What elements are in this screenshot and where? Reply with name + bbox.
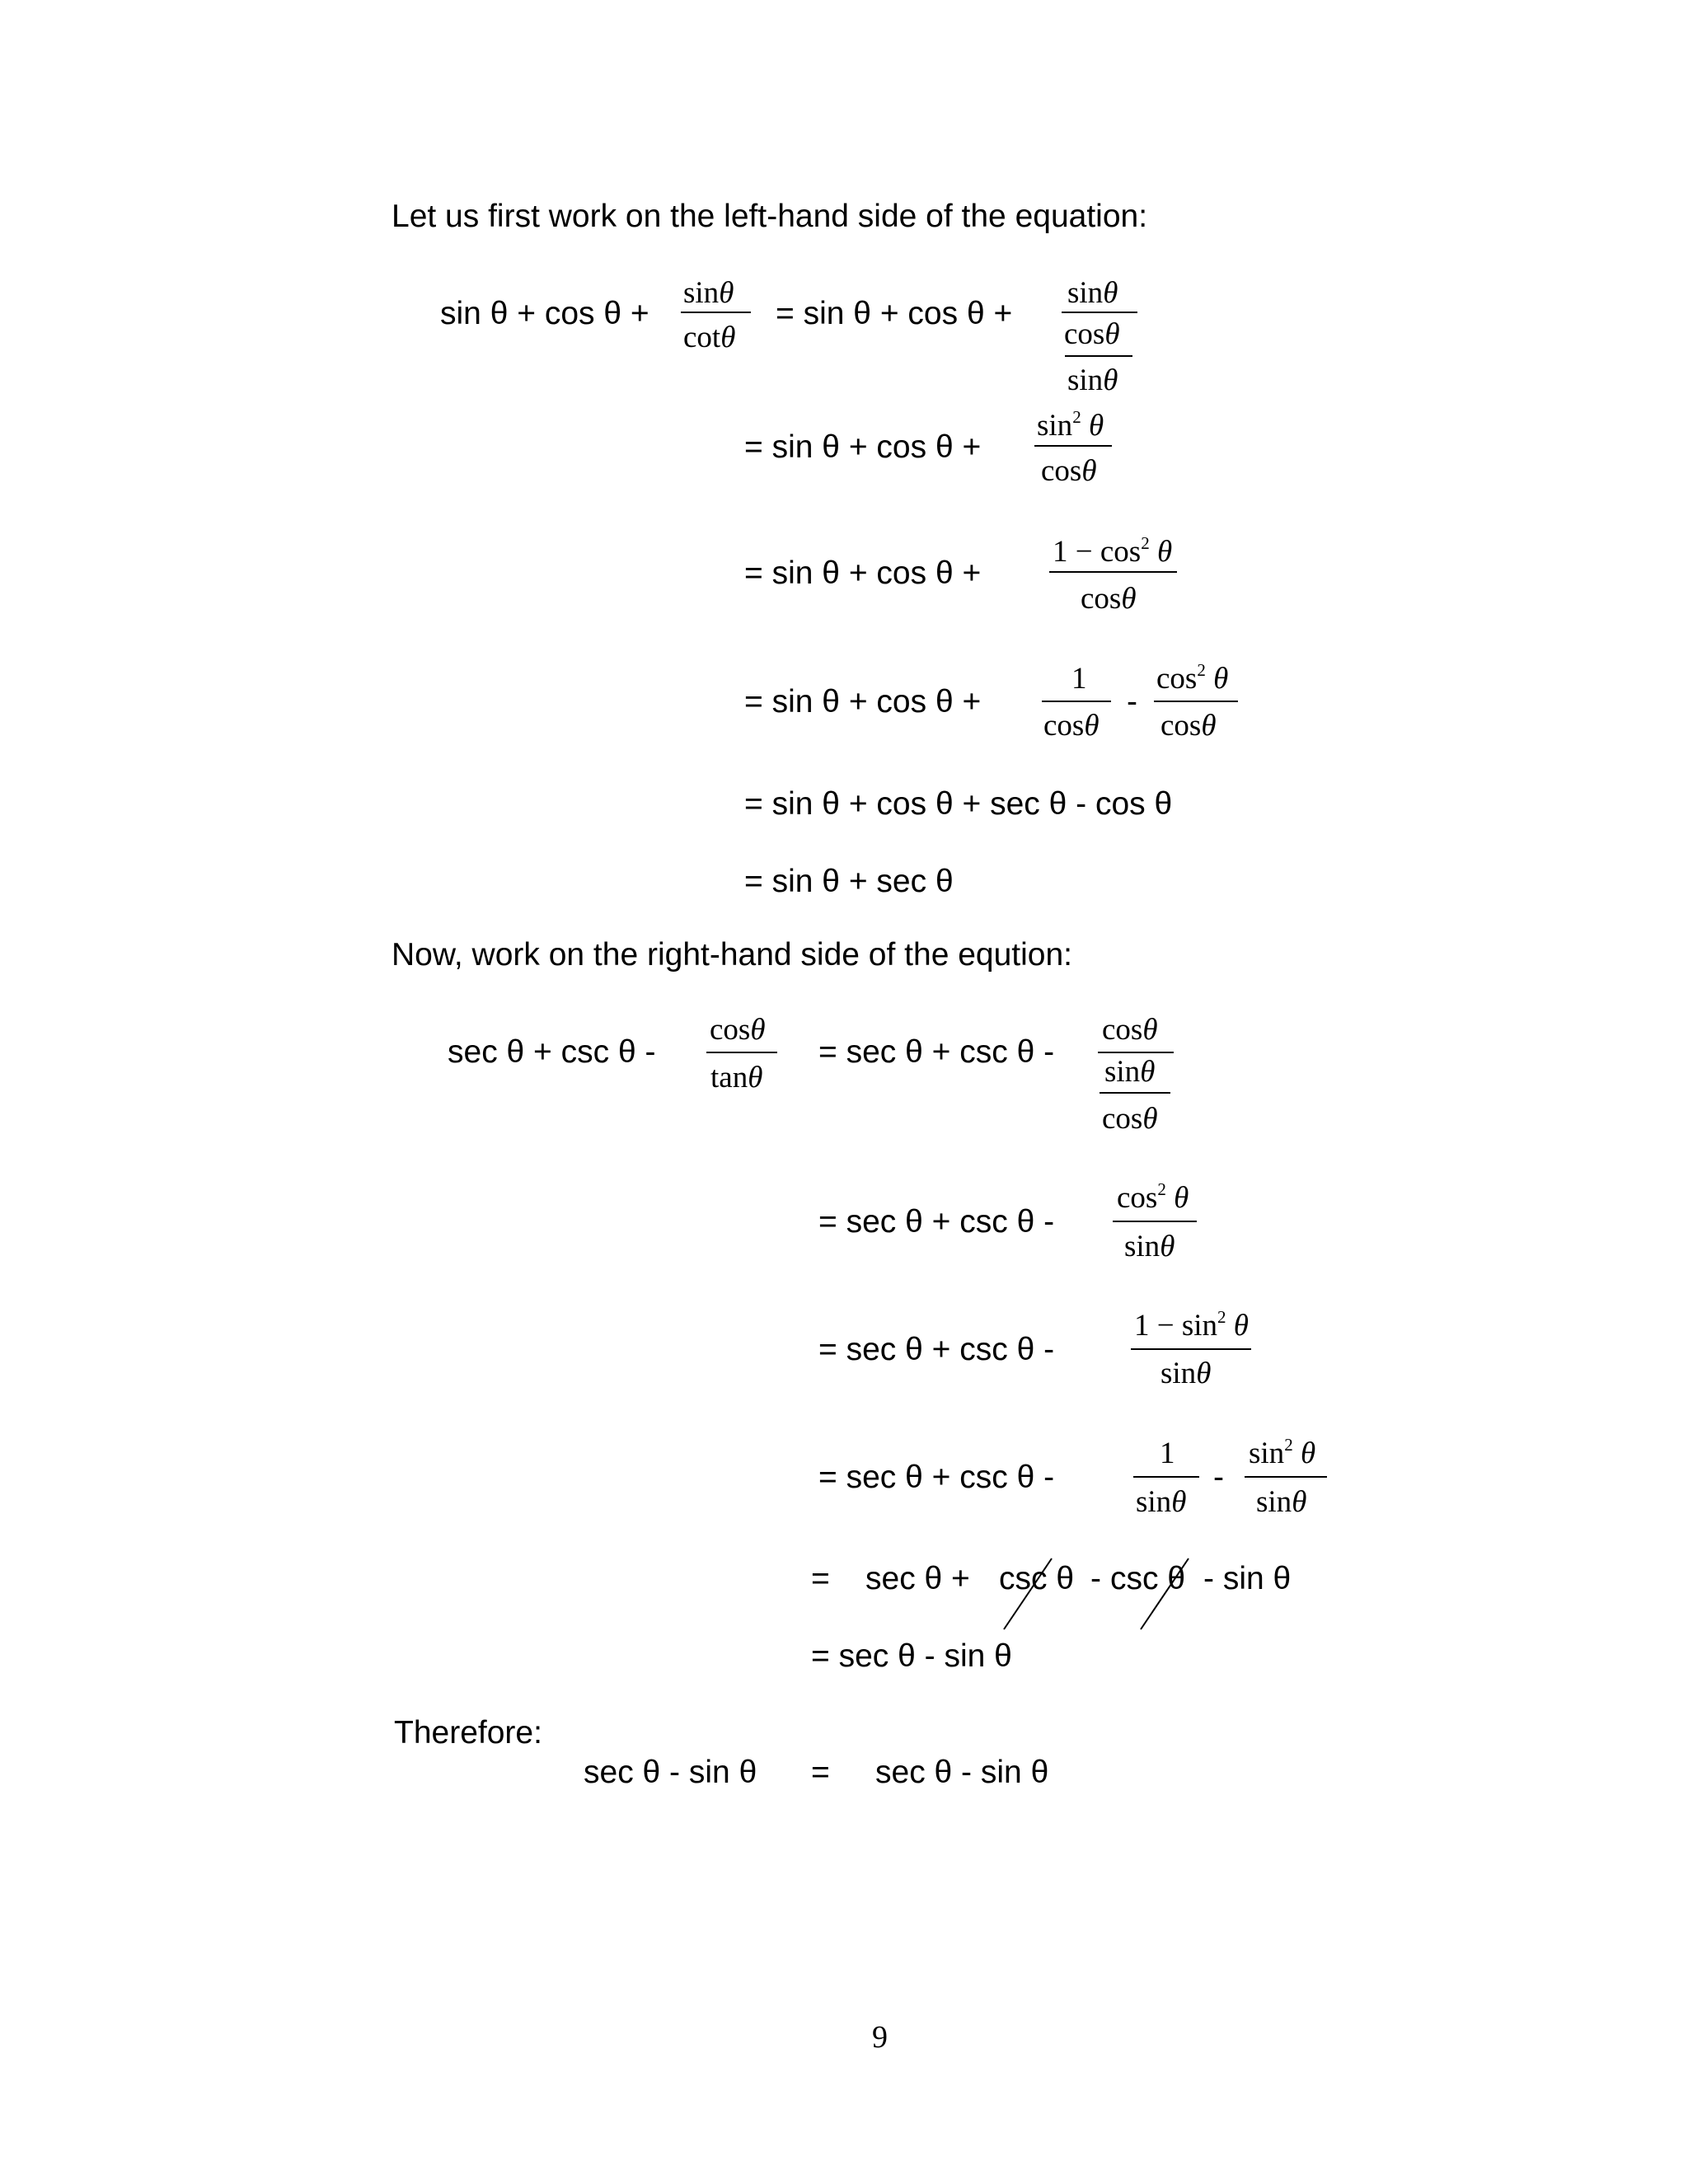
- rhs-row3-den: sinθ: [1160, 1357, 1212, 1390]
- lhs-row1-frac2-mid: cosθ: [1064, 317, 1120, 351]
- rhs-row1-frac2-bot: cosθ: [1102, 1102, 1158, 1136]
- conclusion-eq: =: [811, 1755, 830, 1790]
- rhs-row2-den: sinθ: [1124, 1230, 1175, 1263]
- lhs-row1-frac2-top: sinθ: [1067, 276, 1118, 310]
- rhs-row5-minus: -: [1090, 1561, 1101, 1596]
- lhs-row4-f1-num: 1: [1071, 662, 1087, 696]
- conclusion-right: sec θ - sin θ: [875, 1755, 1049, 1790]
- rhs-row5-end: - sin θ: [1203, 1561, 1292, 1596]
- rhs-row1-frac1-num: cosθ: [710, 1013, 766, 1047]
- rhs-row4-minus: -: [1213, 1460, 1224, 1495]
- cancel-strike-2: [1141, 1558, 1189, 1629]
- lhs-row4-minus: -: [1127, 684, 1137, 719]
- lhs-row6: = sin θ + sec θ: [744, 864, 954, 899]
- rhs-row1-eq: = sec θ + csc θ -: [818, 1034, 1055, 1070]
- page-number: 9: [872, 2020, 888, 2055]
- lhs-row4-f1-den: cosθ: [1043, 709, 1100, 743]
- rhs-row5-csc-cancelled-2: csc θ: [1110, 1561, 1186, 1596]
- lhs-row3-left: = sin θ + cos θ +: [744, 555, 982, 591]
- lhs-row1-frac2-bot: sinθ: [1067, 363, 1118, 397]
- lhs-row3-den: cosθ: [1081, 582, 1137, 616]
- rhs-row5-sec: sec θ +: [865, 1561, 970, 1596]
- rhs-row4-f1-num: 1: [1160, 1436, 1175, 1470]
- rhs-row4-f2-den: sinθ: [1256, 1485, 1307, 1519]
- cancel-strike-1: [1004, 1558, 1052, 1629]
- rhs-row1-left: sec θ + csc θ -: [448, 1034, 656, 1070]
- rhs-row3-left: = sec θ + csc θ -: [818, 1332, 1055, 1367]
- lhs-row1-eq: = sin θ + cos θ +: [776, 296, 1013, 331]
- rhs-heading: Now, work on the right-hand side of the eqution:: [392, 937, 1073, 972]
- lhs-row2-left: = sin θ + cos θ +: [744, 429, 982, 465]
- rhs-row4-left: = sec θ + csc θ -: [818, 1460, 1055, 1495]
- rhs-row5-eq: =: [811, 1561, 830, 1596]
- lhs-row5: = sin θ + cos θ + sec θ - cos θ: [744, 786, 1173, 822]
- rhs-row3-num: $1 - \sin^2 \theta$: [1134, 1307, 1249, 1343]
- conclusion-left: sec θ - sin θ: [584, 1755, 757, 1790]
- rhs-row1-frac2-top: cosθ: [1102, 1013, 1158, 1047]
- lhs-row4-f2-den: cosθ: [1160, 709, 1217, 743]
- conclusion-label: Therefore:: [394, 1715, 542, 1750]
- lhs-row3-num: $1 - \cos^2 \theta$: [1053, 533, 1173, 569]
- rhs-row2-left: = sec θ + csc θ -: [818, 1204, 1055, 1240]
- lhs-row1-frac1-den: cotθ: [683, 321, 736, 354]
- rhs-row4-f1-den: sinθ: [1136, 1485, 1187, 1519]
- lhs-row2-den: cosθ: [1041, 454, 1097, 488]
- lhs-row2-num: $\sin^2 \theta$: [1037, 407, 1104, 443]
- rhs-row2-num: $\cos^2 \theta$: [1117, 1179, 1189, 1215]
- lhs-row4-left: = sin θ + cos θ +: [744, 684, 982, 719]
- rhs-row5-csc-cancelled-1: csc θ: [999, 1561, 1075, 1596]
- lhs-heading: Let us first work on the left-hand side of the equation:: [392, 199, 1148, 234]
- rhs-row4-f2-num: $\sin^2 \theta$: [1249, 1435, 1316, 1470]
- rhs-row6: = sec θ - sin θ: [811, 1638, 1012, 1674]
- lhs-row1-left: sin θ + cos θ +: [440, 296, 649, 331]
- rhs-row1-frac1-den: tanθ: [710, 1061, 763, 1094]
- lhs-row1-frac1-num: sinθ: [683, 276, 734, 310]
- rhs-row1-frac2-mid: sinθ: [1104, 1055, 1156, 1089]
- lhs-row4-f2-num: $\cos^2 \theta$: [1156, 660, 1229, 696]
